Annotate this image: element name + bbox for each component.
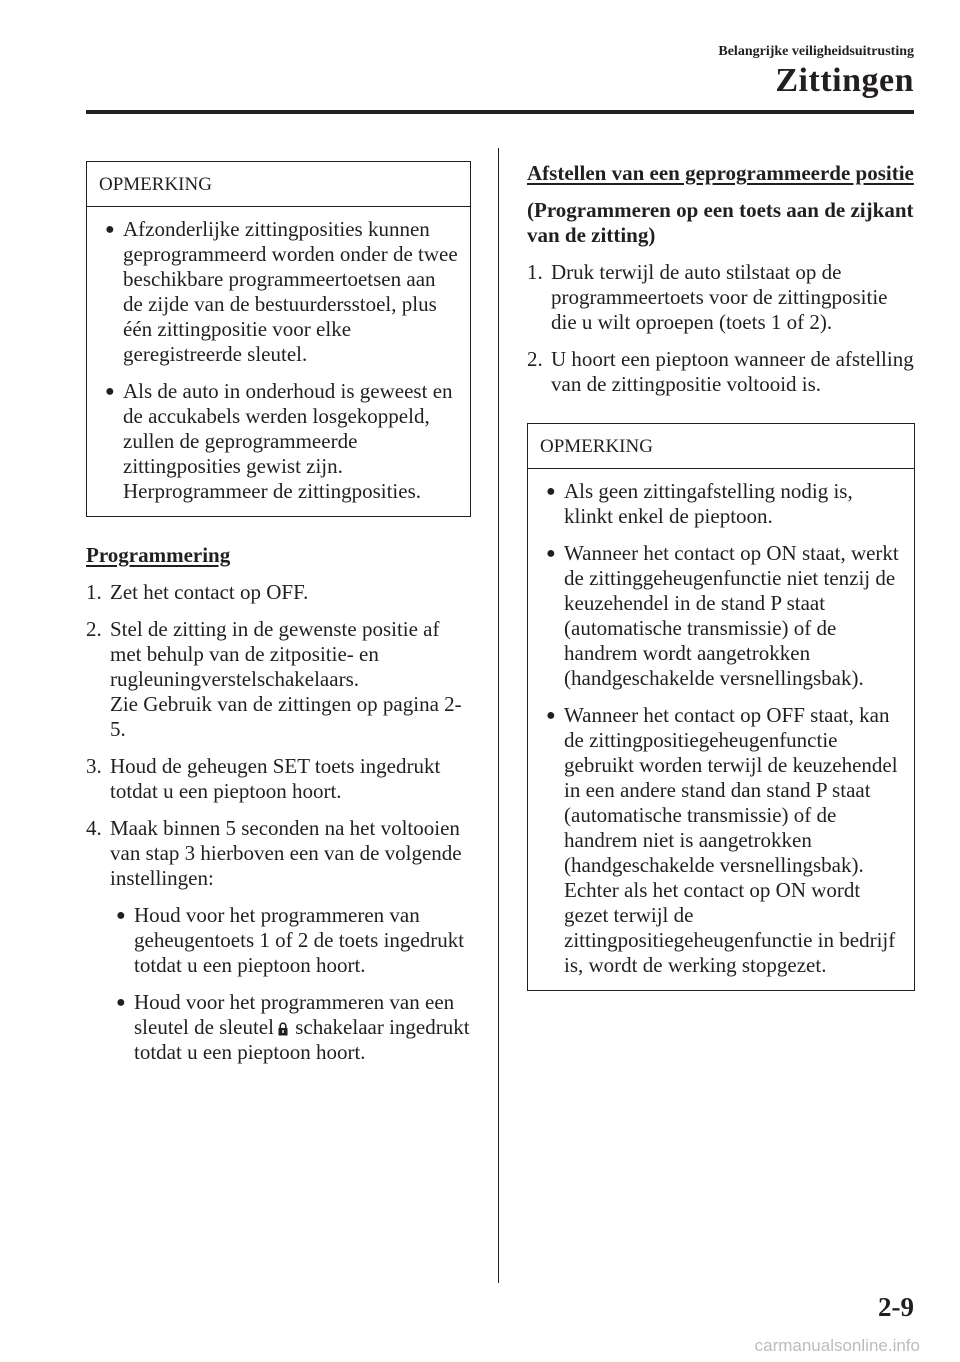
bullet-icon: ●	[546, 483, 556, 500]
step-number: 3.	[86, 754, 102, 778]
bullet-icon: ●	[116, 907, 126, 924]
step-item	[86, 580, 471, 605]
subheading: (Programmeren op een toets aan de zijkant van de zitting)	[527, 198, 914, 247]
key-lock-icon	[278, 1022, 288, 1036]
note-item	[540, 703, 904, 978]
step-text: Houd de geheugen SET toets ingedrukt totdat u een pieptoon hoort.	[110, 754, 441, 803]
note-item	[99, 217, 460, 367]
sub-item-text: Houd voor het programmeren van een sleutel de sleutel	[134, 990, 455, 1039]
step-number: 2.	[86, 617, 102, 641]
step-item	[86, 617, 471, 742]
step-text: Druk terwijl de auto stilstaat op de programmeertoets voor de zittingpositie die u wilt oproepen (toets 1 of 2).	[551, 260, 888, 334]
note-body	[87, 207, 470, 516]
note-item	[99, 379, 460, 504]
header-rule	[86, 110, 914, 114]
note-item-text: Als de auto in onderhoud is geweest en de accukabels werden losgekoppeld, zullen de geprogrammeerde zittingposities gewist zijn. Herprogrammeer de zittingposities.	[123, 379, 453, 503]
bullet-icon: ●	[546, 545, 556, 562]
step-number: 2.	[527, 347, 543, 371]
step-item	[86, 816, 471, 1065]
note-box	[86, 161, 471, 517]
sub-item-text: schakelaar ingedrukt totdat u een pieptoon hoort.	[134, 1015, 470, 1064]
note-item	[540, 541, 904, 691]
bullet-icon: ●	[546, 707, 556, 724]
left-column	[86, 161, 471, 1077]
page-number: 2-9	[878, 1292, 914, 1322]
section-heading: Afstellen van een geprogrammeerde positie	[527, 161, 914, 185]
watermark: carmanualsonline.info	[754, 1336, 920, 1355]
note-item-text: Als geen zittingafstelling nodig is, klinkt enkel de pieptoon.	[564, 479, 853, 528]
step-item	[527, 260, 915, 335]
column-divider	[498, 148, 499, 1283]
step-text: Maak binnen 5 seconden na het voltooien van stap 3 hierboven een van de volgende instellingen:	[110, 816, 462, 890]
note-box	[527, 423, 915, 991]
step-item	[527, 347, 915, 397]
bullet-icon: ●	[116, 994, 126, 1011]
step-number: 1.	[86, 580, 102, 604]
note-item-text: Wanneer het contact op ON staat, werkt de zittinggeheugenfunctie niet tenzij de keuzehendel in de stand P staat (automatische transmissie) of de handrem wordt aangetrokken (handgeschakelde versnellingsbak).	[564, 541, 899, 690]
step-text: Zet het contact op OFF.	[110, 580, 309, 604]
section-header: Belangrijke veiligheidsuitrusting	[718, 44, 914, 59]
note-title: OPMERKING	[87, 162, 470, 207]
step-item	[86, 754, 471, 804]
sub-item	[110, 903, 471, 978]
sub-item-text: Houd voor het programmeren van geheugentoets 1 of 2 de toets ingedrukt totdat u een pieptoon hoort.	[134, 903, 465, 977]
section-heading: Programmering	[86, 543, 231, 567]
note-item	[540, 479, 904, 529]
step-text: U hoort een pieptoon wanneer de afstelling van de zittingpositie voltooid is.	[551, 347, 914, 396]
step-text: Stel de zitting in de gewenste positie af met behulp van de zitpositie- en rugleuningverstelschakelaars.	[110, 617, 440, 691]
note-body	[528, 469, 914, 990]
note-title: OPMERKING	[528, 424, 914, 469]
bullet-icon: ●	[105, 221, 115, 238]
sub-item	[110, 990, 471, 1065]
note-item-text: Wanneer het contact op OFF staat, kan de zittingpositiegeheugenfunctie gebruikt worden terwijl de keuzehendel in een andere stand dan stand P staat (automatische transmissie) of de handrem niet is aangetrokken (handgeschakelde versnellingsbak). Echter als het contact op ON wordt gezet terwijl de zittingpositiegeheugenfunctie in bedrijf is, wordt de werking stopgezet.	[564, 703, 898, 977]
note-item-text: Afzonderlijke zittingposities kunnen geprogrammeerd worden onder de twee beschikbare programmeertoetsen aan de zijde van de bestuurdersstoel, plus één zittingpositie voor elke geregistreerde sleutel.	[123, 217, 458, 366]
step-number: 4.	[86, 816, 102, 840]
right-column	[527, 161, 915, 1017]
page-reference: Zie Gebruik van de zittingen op pagina 2-5.	[110, 692, 462, 741]
bullet-icon: ●	[105, 383, 115, 400]
page-title: Zittingen	[775, 62, 914, 99]
step-number: 1.	[527, 260, 543, 284]
